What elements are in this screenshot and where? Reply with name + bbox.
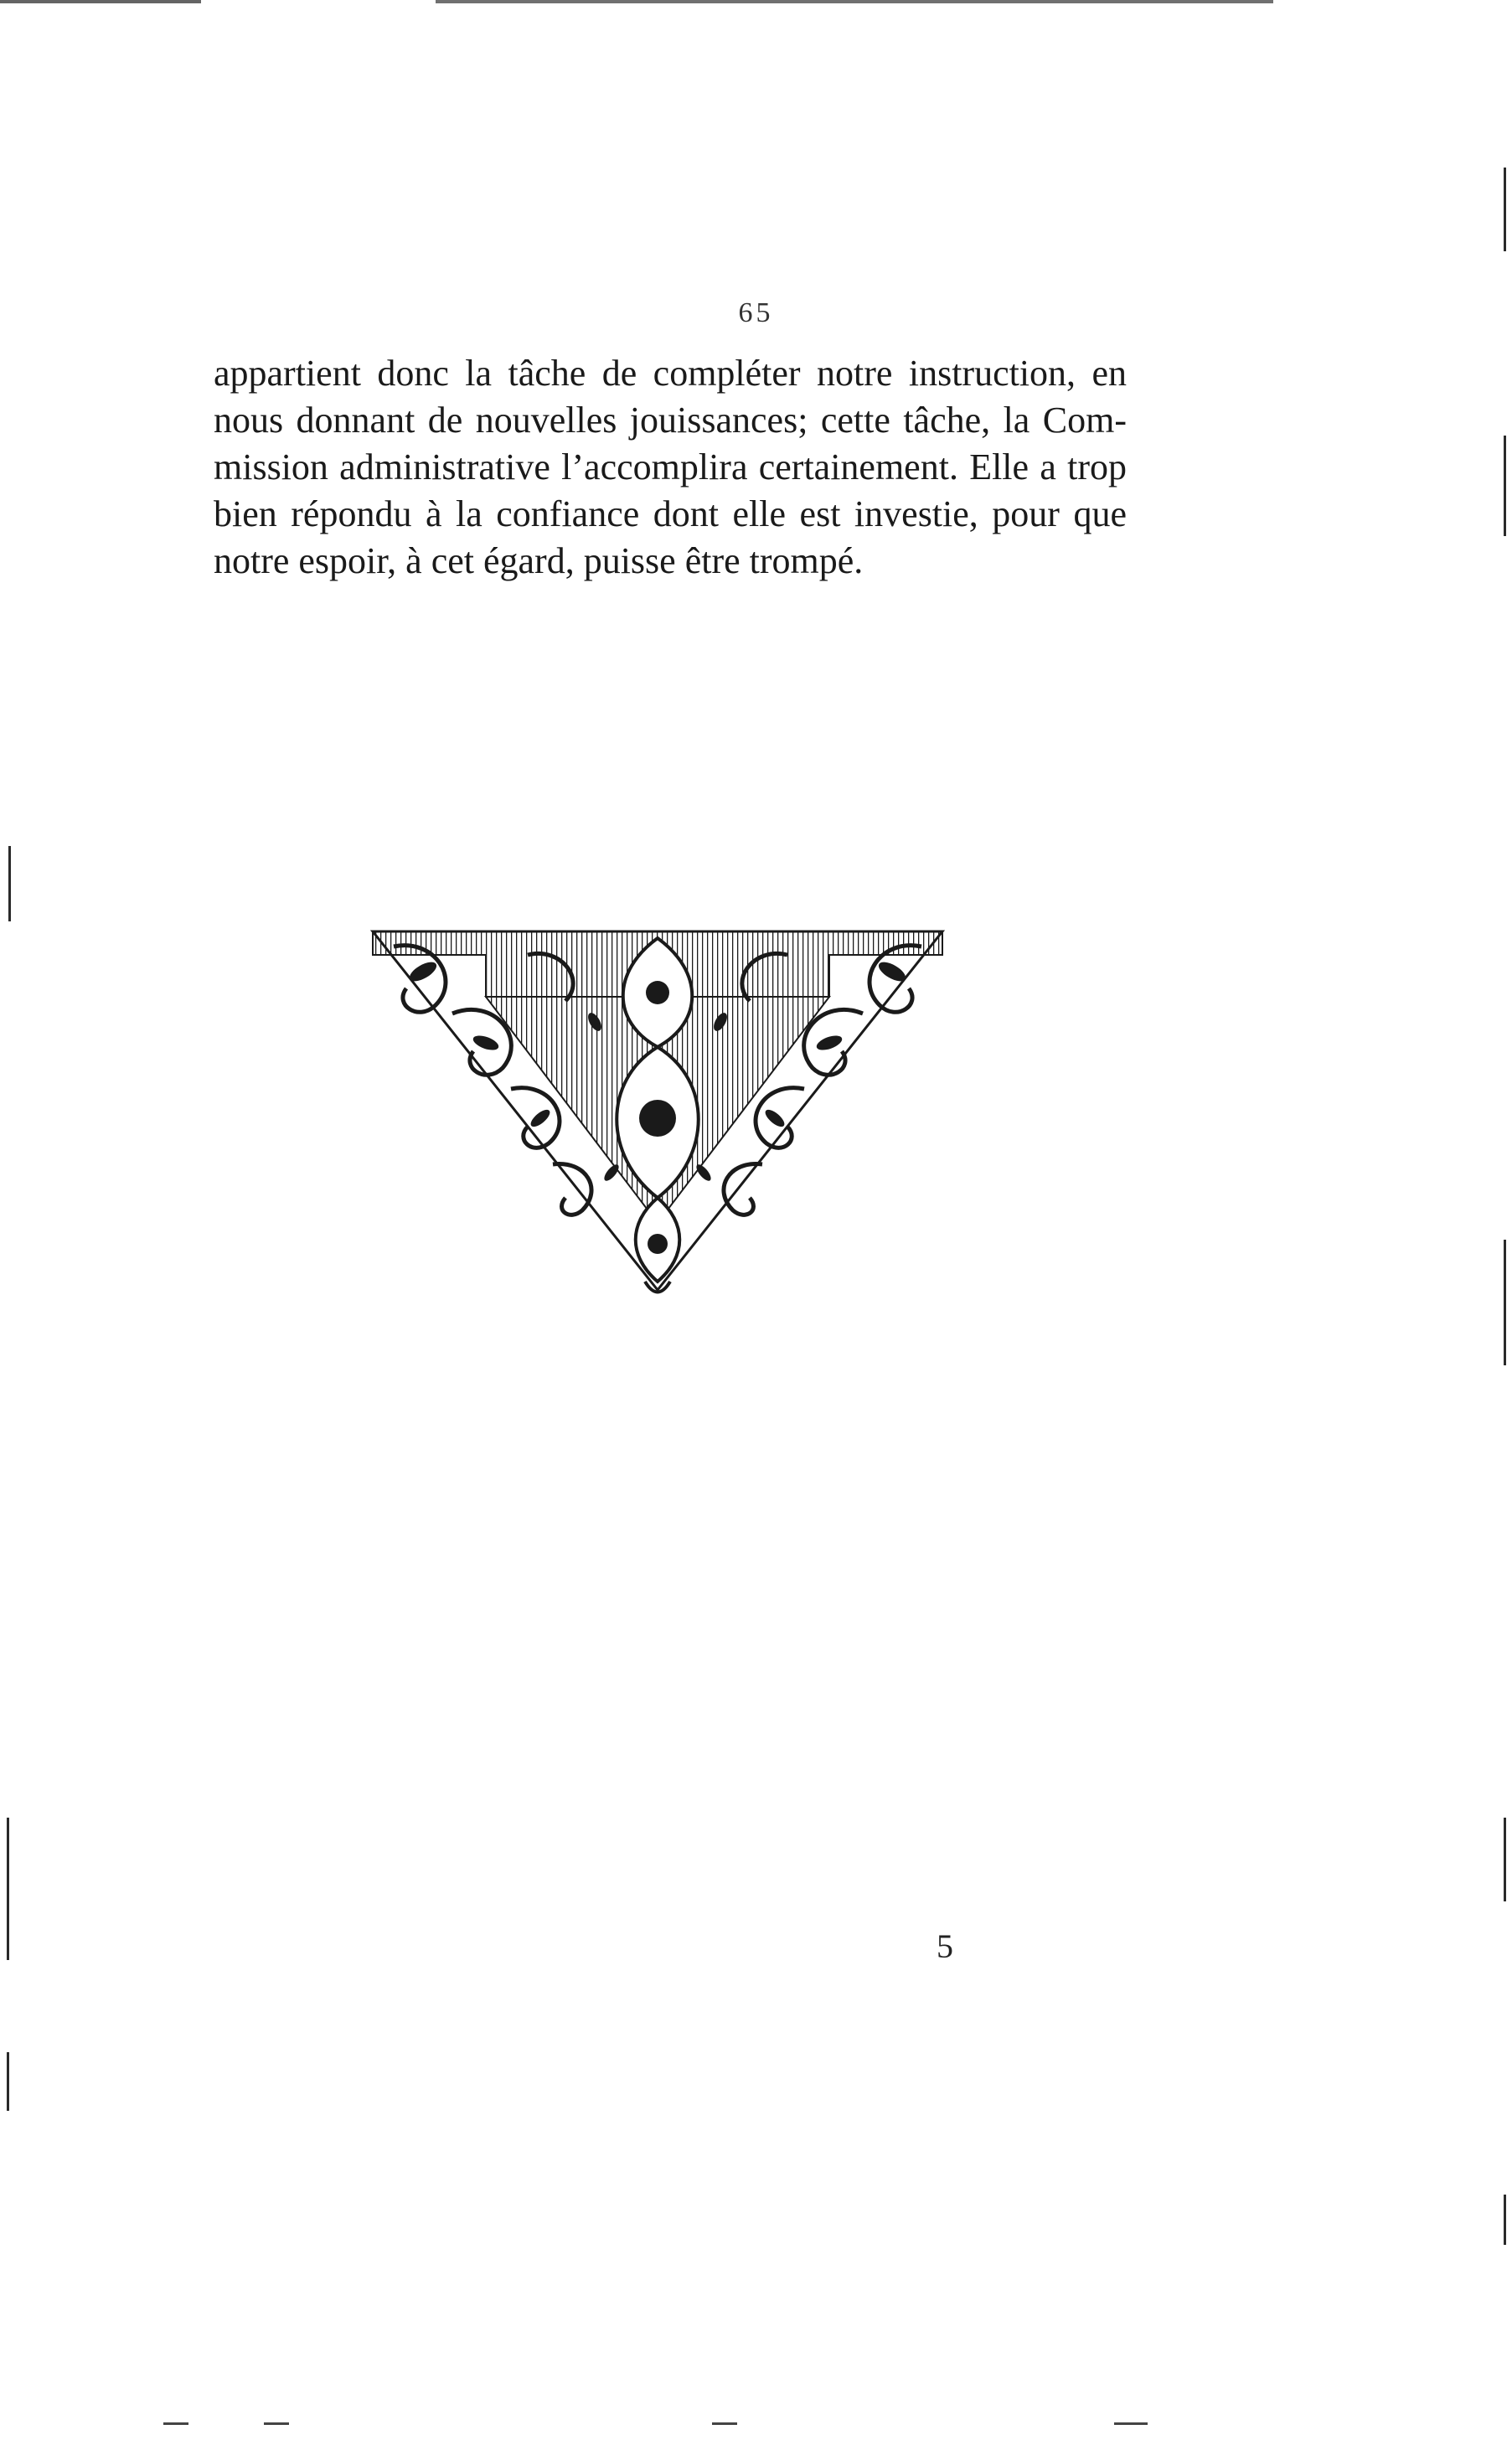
scan-edge-line	[1504, 168, 1506, 251]
paragraph-line: appartient donc la tâche de compléter notre instruction, en	[214, 353, 1127, 394]
scan-edge-line	[8, 846, 11, 921]
scan-edge-line	[1504, 1818, 1506, 1901]
scan-edge-bottom	[712, 2422, 737, 2425]
scan-edge-line	[1504, 436, 1506, 536]
scan-edge-line	[1504, 2195, 1506, 2245]
scan-edge-bottom	[1114, 2422, 1148, 2425]
scan-edge-line	[7, 1818, 9, 1960]
scan-edge-top	[0, 0, 1512, 3]
arabesque-cul-de-lampe-ornament	[360, 921, 955, 1307]
signature-mark: 5	[937, 1927, 953, 1965]
page-number: 65	[738, 297, 774, 328]
scan-edge-bottom	[163, 2422, 188, 2425]
body-paragraph	[214, 350, 1127, 585]
scan-edge-line	[7, 2052, 9, 2111]
scan-edge-line	[1504, 1240, 1506, 1365]
paragraph-line: mission administrative l’accomplira certainement. Elle a trop	[214, 446, 1127, 487]
paragraph-line: bien répondu à la confiance dont elle est investie, pour que	[214, 493, 1127, 534]
paragraph-line: nous donnant de nouvelles jouissances; cette tâche, la Com-	[214, 400, 1127, 441]
paragraph-line: notre espoir, à cet égard, puisse être trompé.	[214, 540, 864, 581]
scan-edge-bottom	[264, 2422, 289, 2425]
